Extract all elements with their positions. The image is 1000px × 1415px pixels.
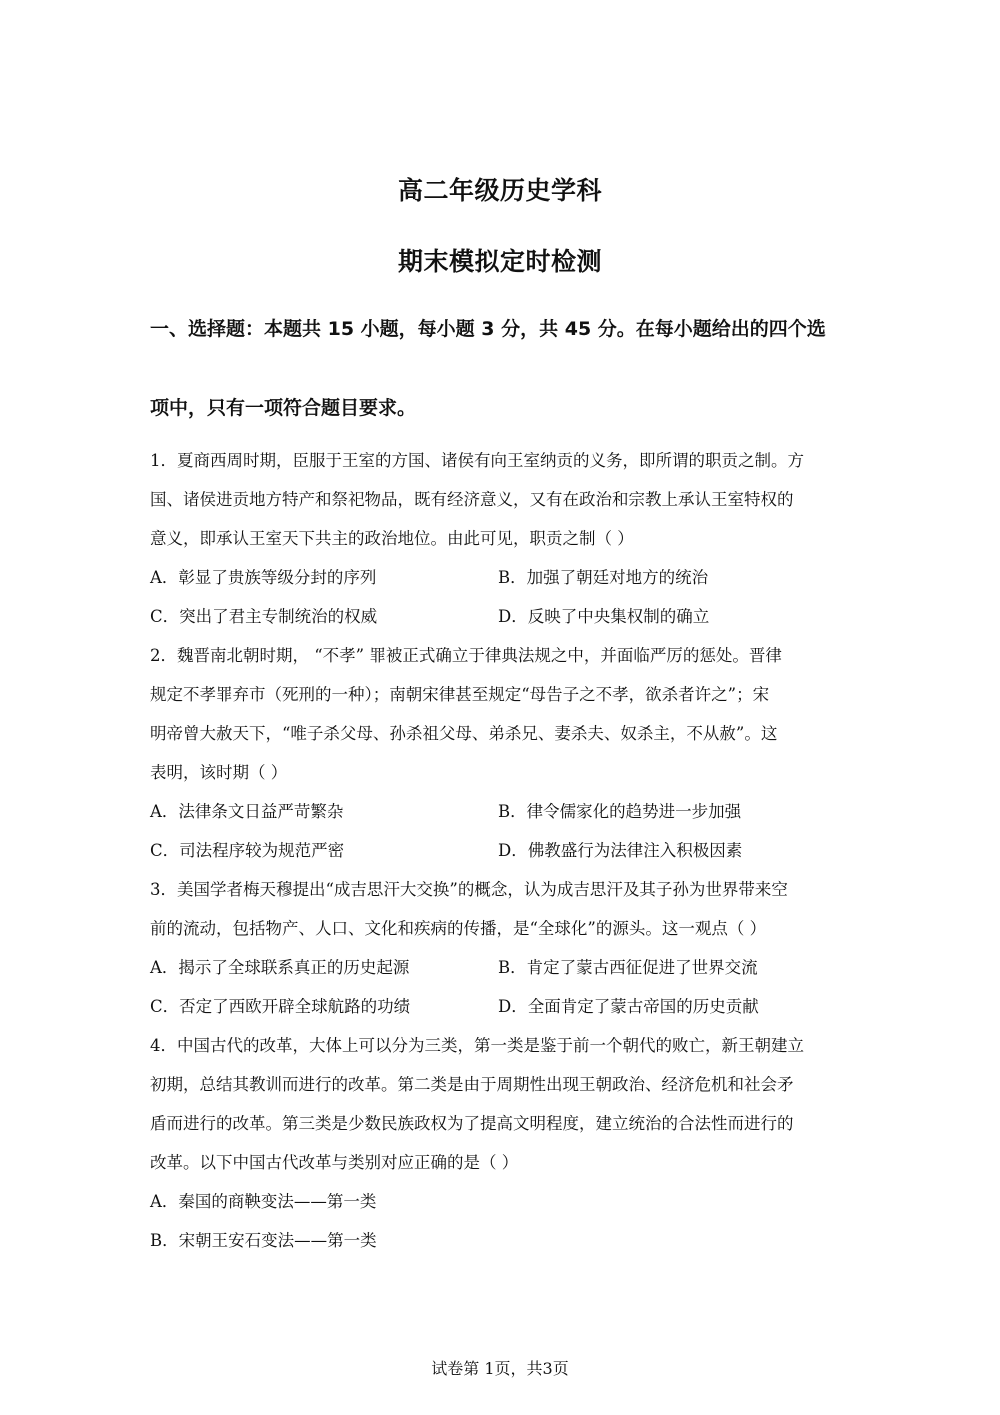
question-3-option-d: D．全面肯定了蒙古帝国的历史贡献	[498, 997, 759, 1016]
question-3-line-2: 前的流动，包括物产、人口、文化和疾病的传播，是“全球化”的源头。这一观点（ ）	[150, 919, 767, 938]
question-2-option-d: D．佛教盛行为法律注入积极因素	[498, 841, 743, 860]
question-3-line-1: 3．美国学者梅天穆提出“成吉思汗大交换”的概念，认为成吉思汗及其子孙为世界带来空	[150, 880, 788, 899]
question-4-line-3: 盾而进行的改革。第三类是少数民族政权为了提高文明程度，建立统治的合法性而进行的	[150, 1114, 794, 1133]
section-heading-line-2: 项中，只有一项符合题目要求。	[150, 397, 417, 419]
question-4-line-4: 改革。以下中国古代改革与类别对应正确的是（ ）	[150, 1153, 519, 1172]
question-1-line-1: 1．夏商西周时期，臣服于王室的方国、诸侯有向王室纳贡的义务，即所谓的职贡之制。方	[150, 451, 804, 470]
page-footer: 试卷第 1页，共3页	[431, 1359, 569, 1378]
question-2-line-4: 表明，该时期（ ）	[150, 763, 288, 782]
exam-subtitle: 期末模拟定时检测	[397, 247, 602, 276]
question-3-option-b: B．肯定了蒙古西征促进了世界交流	[498, 958, 758, 977]
question-2-option-c: C．司法程序较为规范严密	[150, 841, 345, 860]
question-1-option-a: A．彰显了贵族等级分封的序列	[150, 568, 377, 587]
question-2-line-3: 明帝曾大赦天下，“唯子杀父母、孙杀祖父母、弟杀兄、妻杀夫、奴杀主，不从赦”。这	[150, 724, 778, 743]
exam-title: 高二年级历史学科	[397, 176, 602, 205]
question-4-option-b: B．宋朝王安石变法——第一类	[150, 1231, 377, 1250]
question-4-line-2: 初期，总结其教训而进行的改革。第二类是由于周期性出现王朝政治、经济危机和社会矛	[150, 1075, 794, 1094]
question-1-line-3: 意义，即承认王室天下共主的政治地位。由此可见，职贡之制（ ）	[150, 529, 634, 548]
question-4-line-1: 4．中国古代的改革，大体上可以分为三类，第一类是鉴于前一个朝代的败亡，新王朝建立	[150, 1036, 804, 1055]
question-3-option-a: A．揭示了全球联系真正的历史起源	[150, 958, 410, 977]
question-2-option-b: B．律令儒家化的趋势进一步加强	[498, 802, 742, 821]
question-2-line-1: 2．魏晋南北朝时期， “不孝” 罪被正式确立于律典法规之中，并面临严厉的惩处。晋律	[150, 646, 782, 665]
question-1-line-2: 国、诸侯进贡地方特产和祭祀物品，既有经济意义，又有在政治和宗教上承认王室特权的	[150, 490, 794, 509]
question-4-option-a: A．秦国的商鞅变法——第一类	[150, 1192, 377, 1211]
question-3-option-c: C．否定了西欧开辟全球航路的功绩	[150, 997, 411, 1016]
question-1-option-b: B．加强了朝廷对地方的统治	[498, 568, 709, 587]
question-2-line-2: 规定不孝罪弃市（死刑的一种）；南朝宋律甚至规定“母告子之不孝，欲杀者许之”；宋	[150, 685, 770, 704]
section-heading-line-1: 一、选择题：本题共 15 小题，每小题 3 分，共 45 分。在每小题给出的四个选	[150, 318, 826, 340]
question-2-option-a: A．法律条文日益严苛繁杂	[150, 802, 344, 821]
question-1-option-d: D．反映了中央集权制的确立	[498, 607, 710, 626]
question-1-option-c: C．突出了君主专制统治的权威	[150, 607, 378, 626]
